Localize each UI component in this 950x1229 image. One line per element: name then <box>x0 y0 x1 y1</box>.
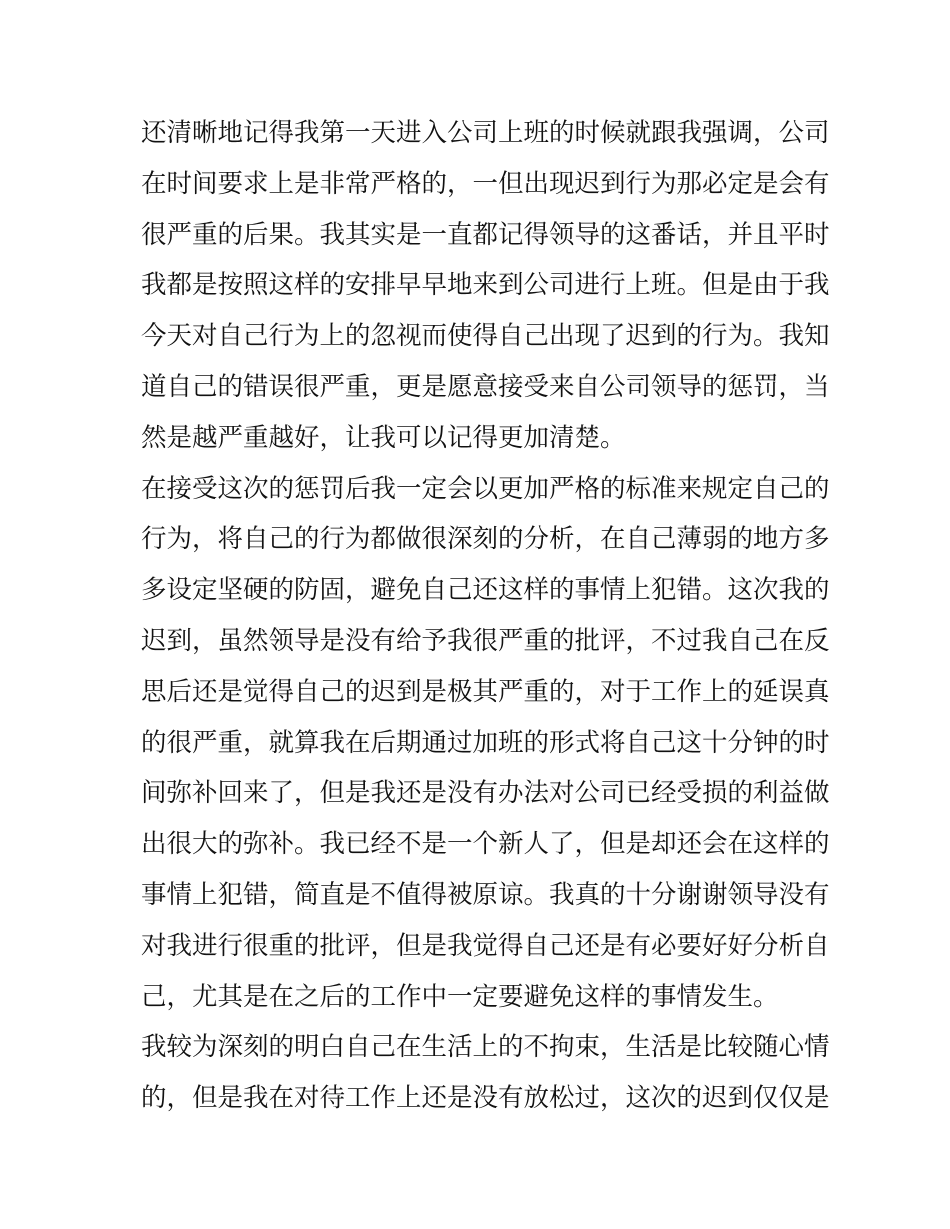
paragraph-3 <box>141 1022 830 1124</box>
text-line: 很严重的后果。我其实是一直都记得领导的这番话，并且平时 <box>141 219 830 250</box>
text-line: 在时间要求上是非常严格的，一但出现迟到行为那必定是会有 <box>141 168 830 199</box>
text-line: 多设定坚硬的防固，避免自己还这样的事情上犯错。这次我的 <box>141 575 830 606</box>
paragraph-1 <box>141 108 830 464</box>
text-line: 然是越严重越好，让我可以记得更加清楚。 <box>141 422 626 453</box>
text-line: 的很严重，就算我在后期通过加班的形式将自己这十分钟的时 <box>141 727 830 758</box>
text-line: 道自己的错误很严重，更是愿意接受来自公司领导的惩罚，当 <box>141 371 830 402</box>
text-line: 在接受这次的惩罚后我一定会以更加严格的标准来规定自己的 <box>141 473 830 504</box>
text-line: 今天对自己行为上的忽视而使得自己出现了迟到的行为。我知 <box>141 321 830 352</box>
text-line: 迟到，虽然领导是没有给予我很严重的批评，不过我自己在反 <box>141 625 830 656</box>
text-line: 还清晰地记得我第一天进入公司上班的时候就跟我强调，公司 <box>141 118 830 148</box>
text-line: 己，尤其是在之后的工作中一定要避免这样的事情发生。 <box>141 981 779 1012</box>
text-line: 我较为深刻的明白自己在生活上的不拘束，生活是比较随心情 <box>141 1032 830 1063</box>
text-line: 行为，将自己的行为都做很深刻的分析，在自己薄弱的地方多 <box>141 524 830 555</box>
text-line: 我都是按照这样的安排早早地来到公司进行上班。但是由于我 <box>141 270 830 301</box>
text-line: 对我进行很重的批评，但是我觉得自己还是有必要好好分析自 <box>141 930 830 961</box>
document-body <box>141 108 830 1124</box>
paragraph-2 <box>141 464 830 1023</box>
text-line: 事情上犯错，简直是不值得被原谅。我真的十分谢谢领导没有 <box>141 879 830 910</box>
text-line: 出很大的弥补。我已经不是一个新人了，但是却还会在这样的 <box>141 829 830 860</box>
text-line: 的，但是我在对待工作上还是没有放松过，这次的迟到仅仅是 <box>141 1083 830 1114</box>
text-line: 思后还是觉得自己的迟到是极其严重的，对于工作上的延误真 <box>141 676 830 707</box>
text-line: 间弥补回来了，但是我还是没有办法对公司已经受损的利益做 <box>141 778 830 809</box>
